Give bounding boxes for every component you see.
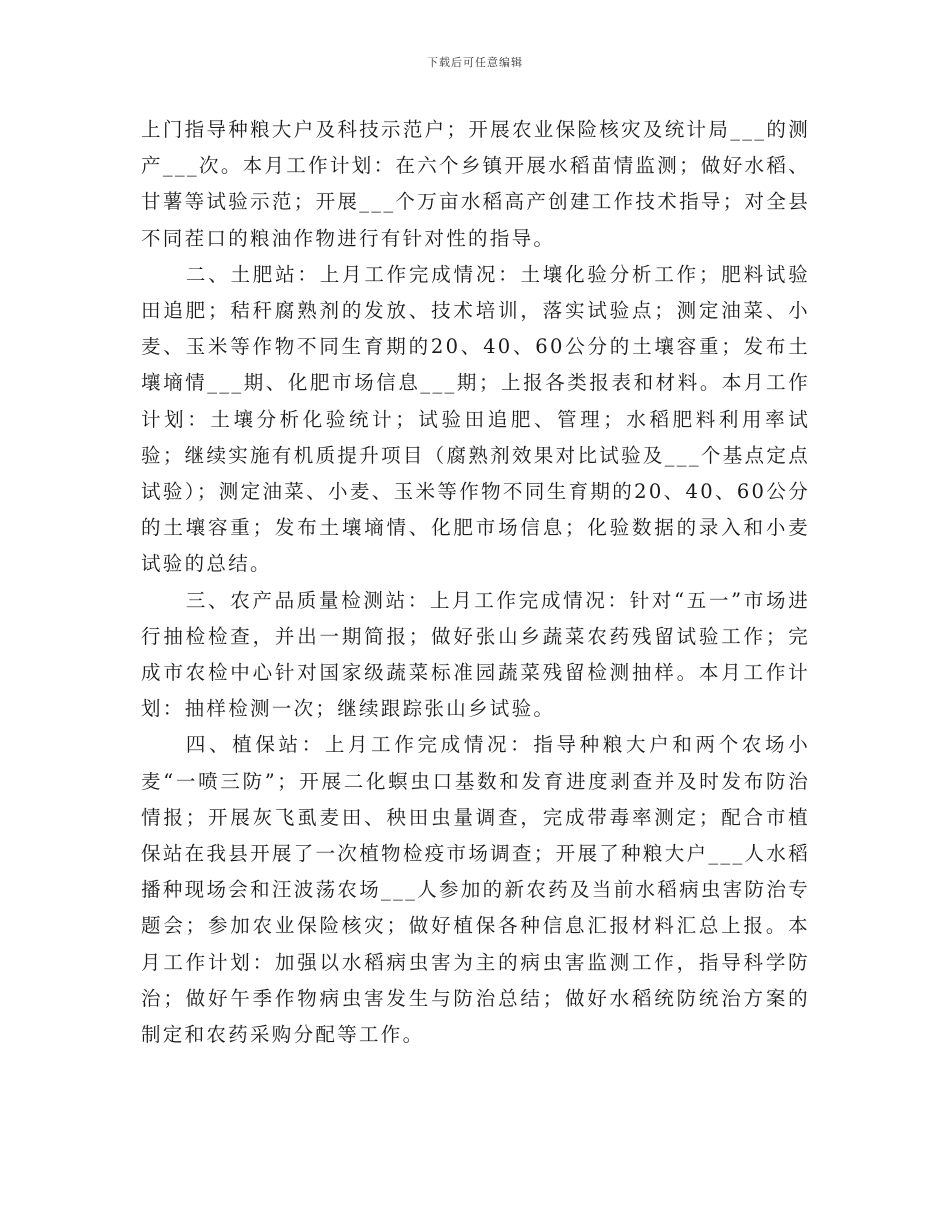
paragraph-soil-fertilizer-station: 二、土肥站：上月工作完成情况：土壤化验分析工作；肥料试验田追肥；秸秆腐熟剂的发放、技术培训，落实试验点；测定油菜、小麦、玉米等作物不同生育期的20、40、60公分的土壤容重；发布土壤墒情___期、化肥市场信息___期；上报各类报表和材料。本月工作计划：土壤分析化验统计；试验田追肥、管理；水稻肥料利用率试验；继续实施有机质提升项目（腐熟剂效果对比试验及___个基点定点试验）；测定油菜、小麦、玉米等作物不同生育期的20、40、60公分的土壤容重；发布土壤墒情、化肥市场信息；化验数据的录入和小麦试验的总结。	[141, 262, 810, 576]
document-body	[141, 112, 810, 1053]
page-header-note: 下载后可任意编辑	[427, 56, 523, 69]
paragraph-quality-inspection-station: 三、农产品质量检测站：上月工作完成情况：针对“五一”市场进行抽检检查，并出一期简报；做好张山乡蔬菜农药残留试验工作；完成市农检中心针对国家级蔬菜标准园蔬菜残留检测抽样。本月工作计划：抽样检测一次；继续跟踪张山乡试验。	[141, 588, 810, 721]
paragraph-continuation: 上门指导种粮大户及科技示范户；开展农业保险核灾及统计局___的测产___次。本月工作计划：在六个乡镇开展水稻苗情监测；做好水稻、甘薯等试验示范；开展___个万亩水稻高产创建工作技术指导；对全县不同茬口的粮油作物进行有针对性的指导。	[141, 118, 810, 250]
paragraph-plant-protection-station: 四、植保站：上月工作完成情况：指导种粮大户和两个农场小麦“一喷三防”；开展二化螟虫口基数和发育进度剥查并及时发布防治情报；开展灰飞虱麦田、秧田虫量调查，完成带毒率测定；配合市植保站在我县开展了一次植物检疫市场调查；开展了种粮大户___人水稻播种现场会和汪波荡农场___人参加的新农药及当前水稻病虫害防治专题会；参加农业保险核灾；做好植保各种信息汇报材料汇总上报。本月工作计划：加强以水稻病虫害为主的病虫害监测工作，指导科学防治；做好午季作物病虫害发生与防治总结；做好水稻统防统治方案的制定和农药采购分配等工作。	[141, 733, 810, 1047]
